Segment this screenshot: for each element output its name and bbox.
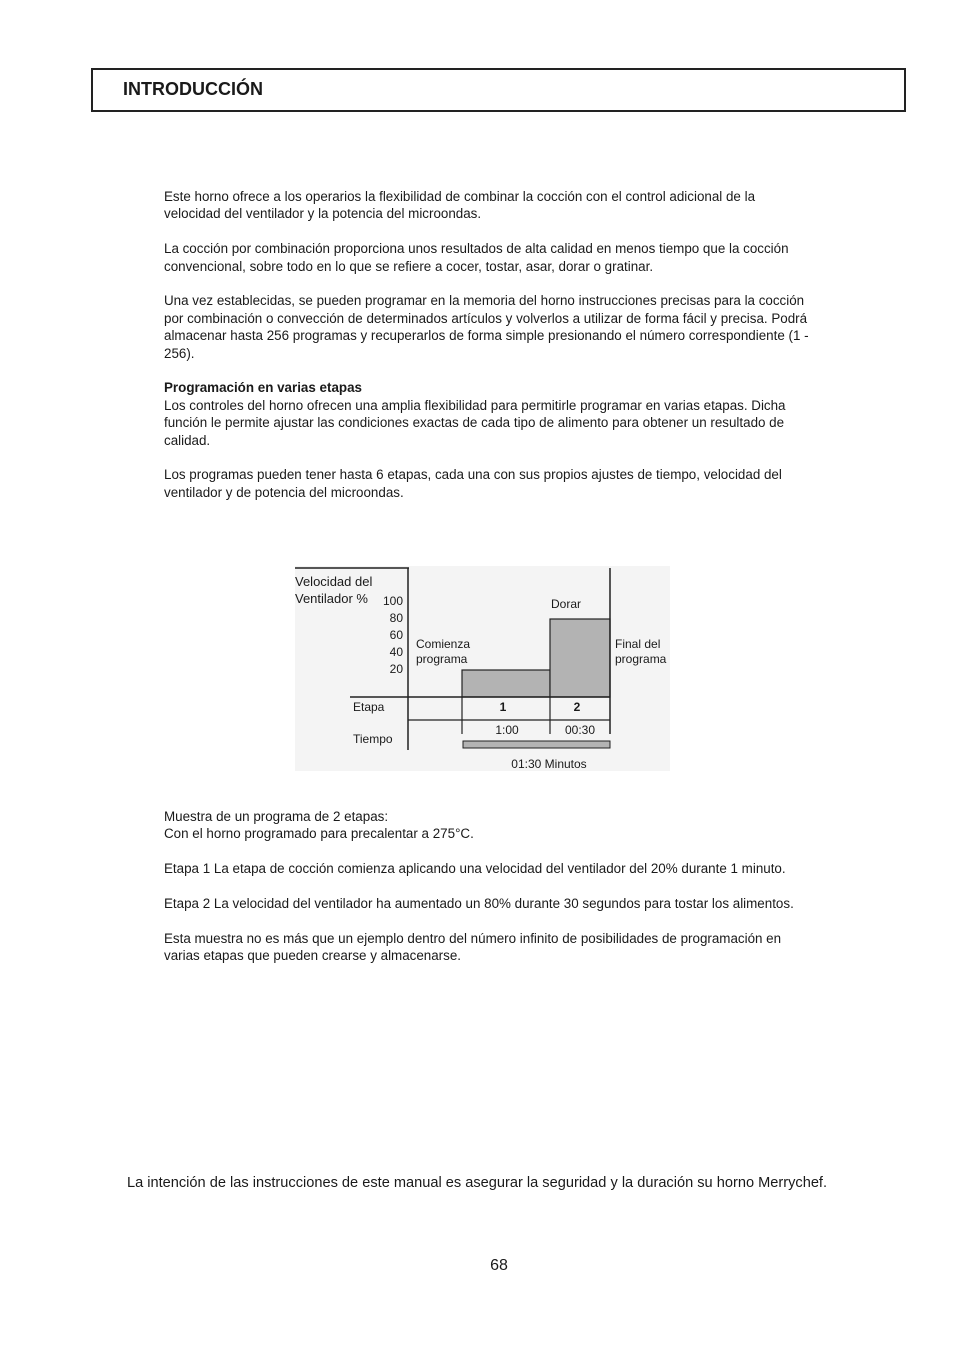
stage-2-label: 2 [573,700,581,714]
start-label-line1: Comienza [416,637,471,651]
stage-1-time: 1:00 [495,723,519,737]
dorar-label: Dorar [551,597,582,611]
etapa-label: Etapa [353,700,385,714]
tiempo-label: Tiempo [353,732,393,746]
page-number: 68 [490,1257,508,1274]
end-label-line1: Final del [615,637,661,651]
page-header-box [91,68,906,112]
fan-speed-stage-diagram [295,566,670,771]
y-axis-label-line2: Ventilador % [295,591,368,606]
intro-paragraph-5: Los programas pueden tener hasta 6 etapas, cada una con sus propios ajustes de tiempo, velocidad del ventilador y de potencia del microondas. [164,467,782,500]
total-time-label: 01:30 Minutos [511,757,587,771]
tick-20: 20 [389,662,403,676]
sample-line-1: Muestra de un programa de 2 etapas: [164,809,389,824]
stage-1-label: 1 [499,700,507,714]
start-label-line2: programa [416,652,468,666]
tick-40: 40 [389,645,403,659]
footer-note: La intención de las instrucciones de este manual es asegurar la seguridad y la duración su horno Merrychef. [126,1175,828,1191]
tick-100: 100 [382,594,403,608]
intro-text [164,188,814,519]
stage-2-time: 00:30 [564,723,596,737]
y-axis-label-line1: Velocidad del [295,574,373,589]
intro-paragraph-3: Una vez establecidas, se pueden programar en la memoria del horno instrucciones precisas para la cocción por combinación o convección de determinados artículos y volverlos a utilizar de forma fácil y precisa. Podrá almacenar hasta 256 programas y recuperarlos de forma simple presionando el número correspondiente (1 - 256). [164,293,809,361]
sample-line-2: Con el horno programado para precalentar a 275°C. [164,826,474,842]
sample-text [164,808,814,982]
stage-2-bar [550,619,610,697]
page-title: INTRODUCCIÓN [123,79,263,99]
total-time-bar [463,741,610,748]
sample-closing: Esta muestra no es más que un ejemplo dentro del número infinito de posibilidades de programación en varias etapas que pueden crearse y almacenarse. [164,930,782,964]
sample-etapa-2: Etapa 2 La velocidad del ventilador ha aumentado un 80% durante 30 segundos para tostar los alimentos. [164,896,794,911]
tick-60: 60 [389,628,403,642]
end-label-line2: programa [615,652,667,666]
section-subheading: Programación en varias etapas [164,380,362,396]
intro-paragraph-2: La cocción por combinación proporciona unos resultados de alta calidad en menos tiempo que la cocción convencional, sobre todo en lo que se refiere a cocer, tostar, asar, dorar o gratinar. [164,241,789,274]
intro-paragraph-4: Los controles del horno ofrecen una amplia flexibilidad para permitirle programar en varias etapas. Dicha función le permite ajustar las condiciones exactas de cada tipo de alimento para obtener un resultado de calidad. [164,397,786,448]
sample-etapa-1: Etapa 1 La etapa de cocción comienza aplicando una velocidad del ventilador del 20% durante 1 minuto. [164,861,786,877]
tick-80: 80 [389,611,403,625]
intro-paragraph-1: Este horno ofrece a los operarios la flexibilidad de combinar la cocción con el control adicional de la velocidad del ventilador y la potencia del microondas. [164,189,756,222]
stage-1-bar [462,670,550,697]
